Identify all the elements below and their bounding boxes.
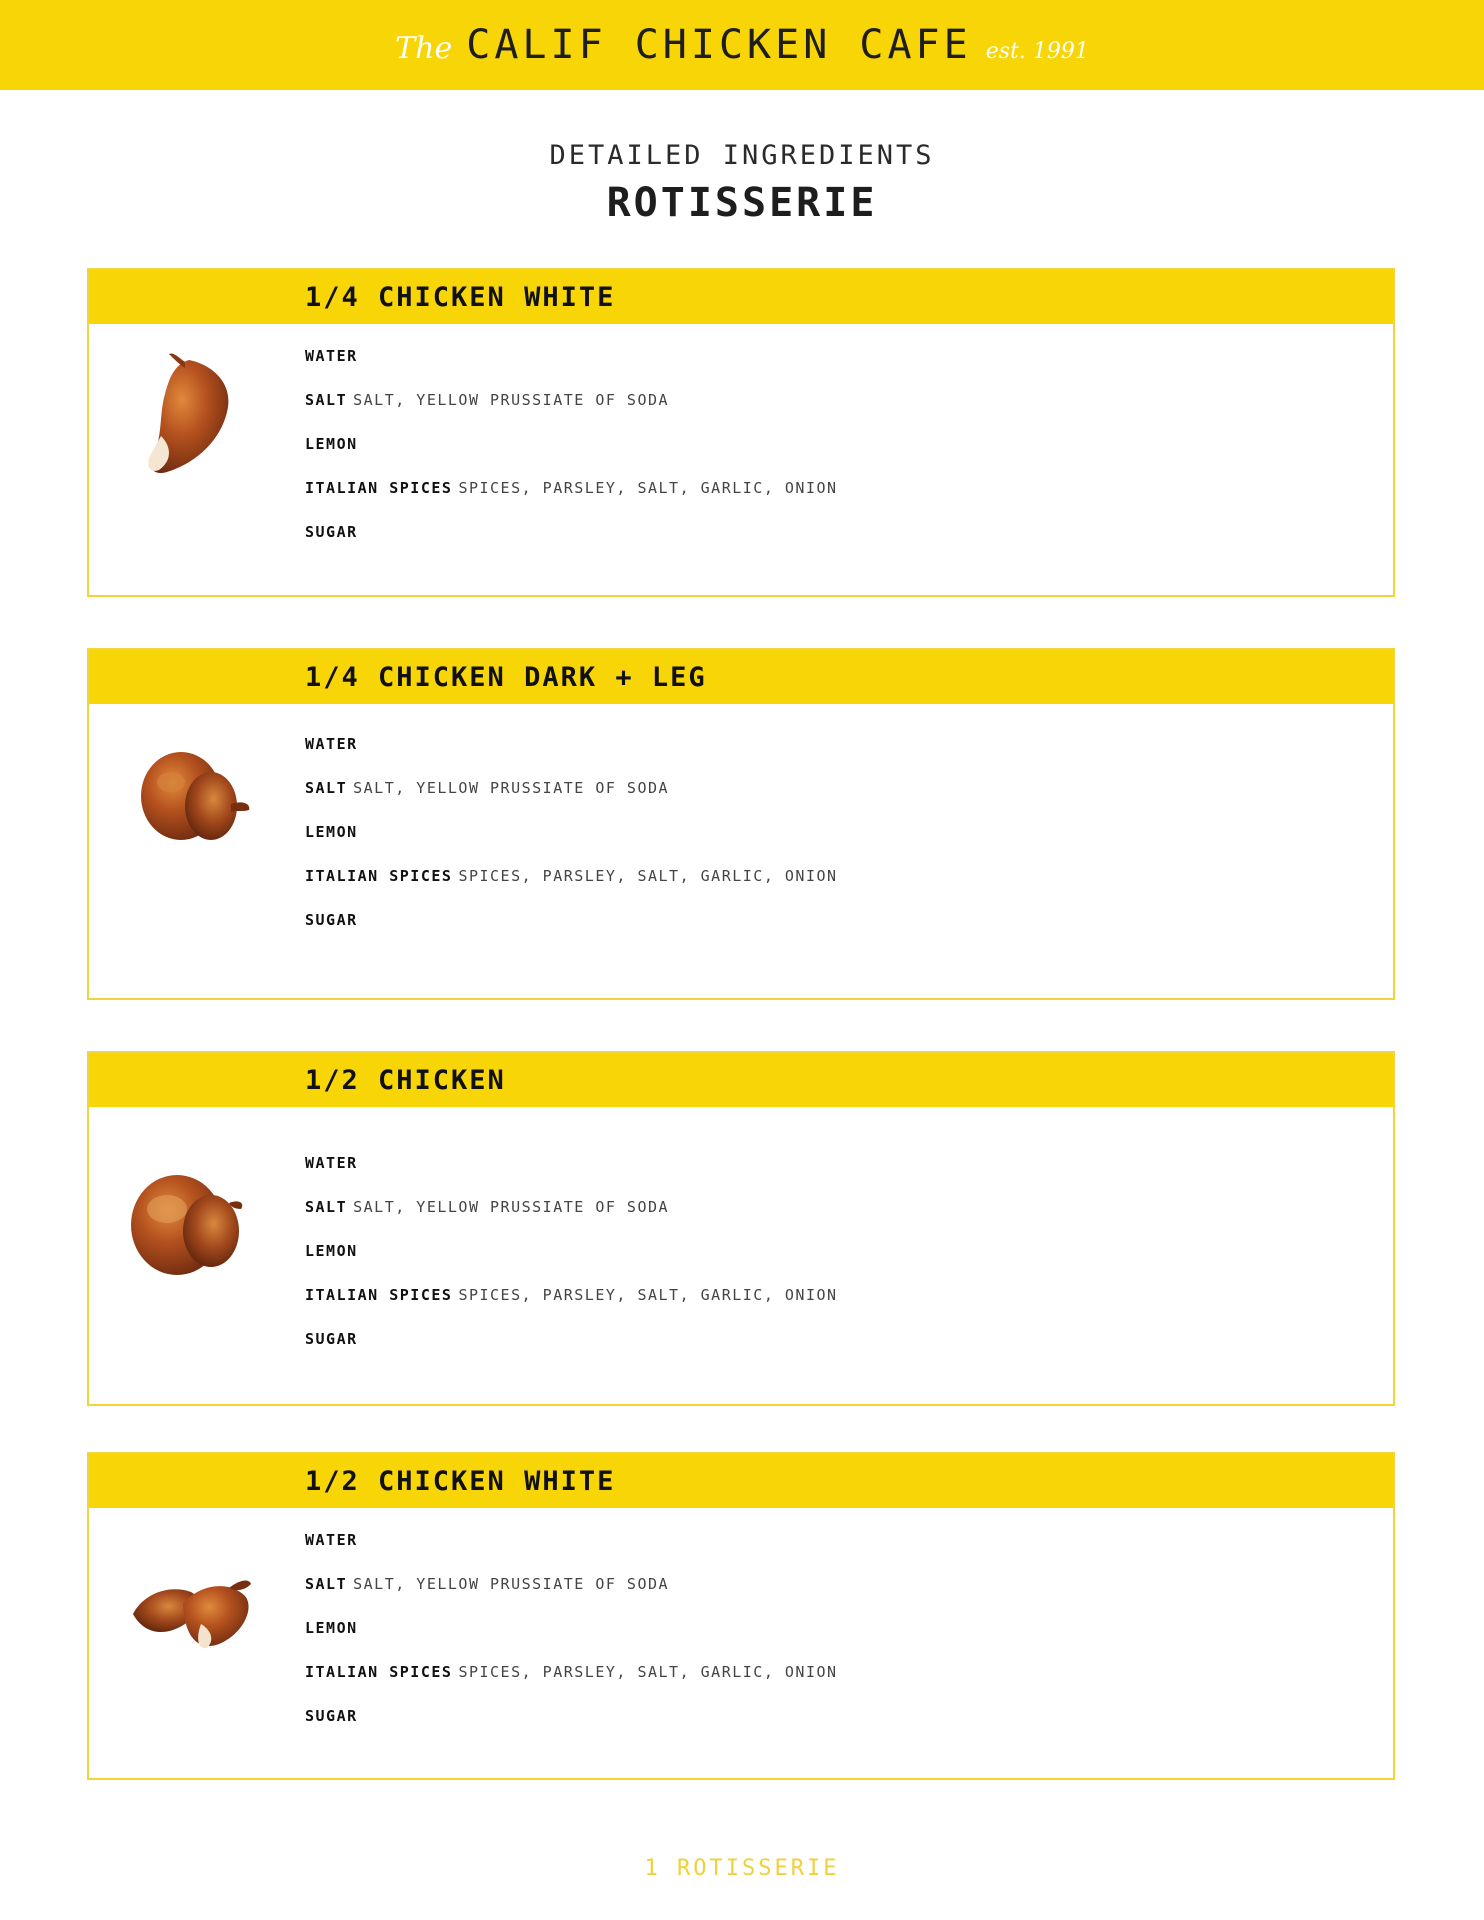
ingredient-name: ITALIAN SPICES [305,1286,453,1304]
menu-card [87,1452,1395,1780]
ingredient-item [305,1327,838,1371]
card-title: 1/4 CHICKEN DARK + LEG [305,662,707,693]
ingredient-list [305,732,838,952]
ingredient-detail: SALT, YELLOW PRUSSIATE OF SODA [353,391,670,409]
ingredient-item [305,1616,838,1660]
ingredient-item [305,820,838,864]
chicken-half-white-image [119,1544,269,1674]
chicken-quarter-white-image [119,350,259,490]
ingredient-name: WATER [305,347,358,365]
brand-name: CALIF CHICKEN CAFE [466,22,972,68]
ingredient-name: LEMON [305,435,358,453]
card-title: 1/2 CHICKEN WHITE [305,1466,616,1497]
ingredient-name: ITALIAN SPICES [305,1663,453,1681]
ingredient-detail: SALT, YELLOW PRUSSIATE OF SODA [353,1575,670,1593]
ingredient-name: SUGAR [305,911,358,929]
ingredient-item [305,432,838,476]
ingredient-name: LEMON [305,1619,358,1637]
ingredient-item [305,732,838,776]
ingredient-item [305,1195,838,1239]
ingredient-name: LEMON [305,1242,358,1260]
chicken-half-image [119,1153,259,1293]
ingredient-item [305,1151,838,1195]
brand-established: est. 1991 [985,39,1089,64]
ingredient-detail: SPICES, PARSLEY, SALT, GARLIC, ONION [458,1663,838,1681]
brand-the: The [395,31,453,66]
ingredient-name: ITALIAN SPICES [305,867,453,885]
ingredient-detail: SPICES, PARSLEY, SALT, GARLIC, ONION [458,867,838,885]
card-header [89,650,1393,704]
ingredient-name: WATER [305,1154,358,1172]
card-header [89,1454,1393,1508]
ingredient-detail: SALT, YELLOW PRUSSIATE OF SODA [353,1198,670,1216]
ingredient-list [305,1151,838,1371]
ingredient-detail: SPICES, PARSLEY, SALT, GARLIC, ONION [458,479,838,497]
menu-card [87,1051,1395,1406]
card-title: 1/4 CHICKEN WHITE [305,282,616,313]
ingredient-detail: SPICES, PARSLEY, SALT, GARLIC, ONION [458,1286,838,1304]
ingredient-name: SUGAR [305,1707,358,1725]
brand-logo [395,22,1089,68]
page-title: ROTISSERIE [606,180,878,226]
ingredient-name: SALT [305,391,348,409]
ingredient-name: SALT [305,1575,348,1593]
ingredient-name: SALT [305,779,348,797]
ingredient-item [305,388,838,432]
chicken-dark-leg-image [119,730,259,870]
ingredient-item [305,1239,838,1283]
ingredient-item [305,344,838,388]
ingredient-item [305,864,838,908]
ingredient-item [305,476,838,520]
ingredient-name: LEMON [305,823,358,841]
card-header [89,270,1393,324]
ingredient-item [305,520,838,564]
ingredient-name: WATER [305,735,358,753]
ingredient-name: SALT [305,1198,348,1216]
ingredient-list [305,1528,838,1748]
card-title: 1/2 CHICKEN [305,1065,506,1096]
ingredient-name: SUGAR [305,523,358,541]
ingredient-item [305,1704,838,1748]
menu-card [87,648,1395,1000]
ingredient-item [305,1283,838,1327]
header-bar [0,0,1484,90]
ingredient-item [305,908,838,952]
ingredient-list [305,344,838,564]
ingredient-item [305,776,838,820]
ingredient-item [305,1528,838,1572]
ingredient-item [305,1660,838,1704]
card-header [89,1053,1393,1107]
ingredient-name: ITALIAN SPICES [305,479,453,497]
page-footer: 1 ROTISSERIE [644,1856,840,1881]
ingredient-item [305,1572,838,1616]
document-subtitle: DETAILED INGREDIENTS [549,140,935,171]
ingredient-name: WATER [305,1531,358,1549]
menu-card [87,268,1395,597]
ingredient-detail: SALT, YELLOW PRUSSIATE OF SODA [353,779,670,797]
ingredient-name: SUGAR [305,1330,358,1348]
